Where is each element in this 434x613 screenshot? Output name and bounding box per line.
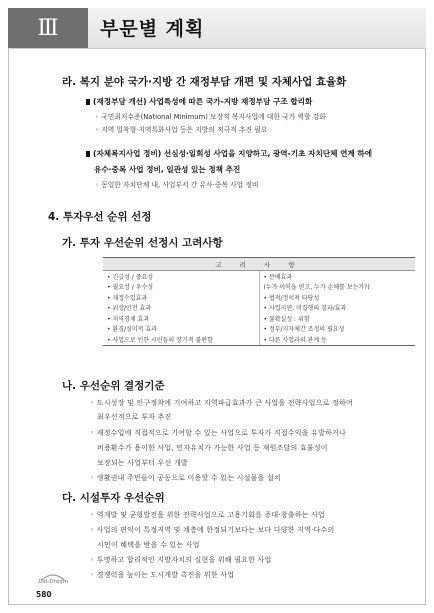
table-cell: • 재정수입효과 <box>103 292 259 303</box>
table-cell: • 사업지연, 미집행의 결과/효과 <box>263 305 347 313</box>
logo-text: Dal-Dream <box>37 579 69 585</box>
section-na-title: 나. 우선순위 결정기준 <box>62 380 165 392</box>
city-logo-icon <box>37 568 69 586</box>
da-line-3: 시민이 혜택을 받을 수 있는 사업 <box>97 541 200 549</box>
table-cell: • 법적/정치적 타당성 <box>263 294 320 302</box>
item-finance-line-1: ◦ 국민최저수준(National Minimum) 보장적 복지사업에 대한 국가 역할 강화 <box>95 113 326 121</box>
section-la-title: 라. 복지 분야 국가·지방 간 재정부담 개편 및 자체사업 효율화 <box>62 76 347 88</box>
chapter-roman-numeral: Ⅲ <box>37 15 59 41</box>
na-line-5: 보장되는 사업부터 우선 개발 <box>97 459 188 467</box>
item-finance-heading-text: (재정부담 개선) 사업특성에 따른 국가-지방 재정부담 구조 합리화 <box>93 97 313 106</box>
item-welfare-heading-2: 유수·중복 사업 정비, 일관성 있는 정책 추진 <box>94 165 241 174</box>
na-line-6: ◦ 생활권내 주민들이 공동으로 이용할 수 있는 시설물을 설치 <box>90 474 281 482</box>
item-welfare-line-1: ◦ 동일한 자치단체 내, 사업부서 간 유사·중복 사업 정비 <box>95 181 259 189</box>
item-finance-heading <box>86 96 312 107</box>
item-finance-line-2: ◦ 지역 밀착형·지역특화사업 등은 지방의 적극적 추진 필요 <box>95 126 268 134</box>
da-line-1: ◦ 역개발 및 균형발전을 위한 전략사업으로 고용기회를 증대·창출하는 사업 <box>90 511 326 519</box>
item-welfare-heading-1 <box>86 148 372 159</box>
table-row <box>103 303 415 314</box>
chapter-number-box <box>8 8 88 48</box>
table-row <box>103 282 415 293</box>
na-line-4: 비용환수가 용이한 사업, 민자유치가 가능한 사업 등 재원조달의 효율성이 <box>97 444 328 452</box>
table-cell: • 불확실성 : 위험 <box>263 315 310 323</box>
na-line-3: ◦ 재정수입에 직접적으로 기여할 수 있는 사업으로 투자가 직접수익을 유발하거나 <box>90 429 346 437</box>
table-cell: • 사업으로 인한 시민들의 장기적 불편함 <box>103 334 259 345</box>
table-header: 고 려 사 항 <box>103 258 415 271</box>
square-bullet-icon <box>86 99 90 105</box>
table-cell: • 다른 사업과의 관계 등 <box>259 334 415 345</box>
da-line-5: ◦ 경쟁력을 높이는 도시개발 촉진을 위한 사업 <box>90 571 235 579</box>
table-row <box>103 292 415 303</box>
table-cell: • 필요성 / 우수성 <box>103 282 259 293</box>
section-da-title: 다. 시설투자 우선순위 <box>62 492 165 504</box>
table-cell: • 분배효과 <box>263 273 293 281</box>
item-welfare-heading-text: (자체복지사업 정비) 선심성·일회성 사업을 지양하고, 광역-기초 자치단체 연계 하에 <box>93 149 373 158</box>
square-bullet-icon <box>86 151 90 157</box>
chapter-title: 부문별 계획 <box>100 18 205 40</box>
table-row <box>103 324 415 335</box>
section-ga-title: 가. 투자 우선순위 선정시 고려사항 <box>62 237 223 249</box>
considerations-table <box>103 257 415 346</box>
da-line-2: ◦ 사업의 편익이 특정지역 및 계층에 한정되기보다는 보다 다양한 지역·다수의 <box>90 526 335 534</box>
da-line-4: ◦ 투명하고 합리적인 지방자치의 실현을 위해 필요한 사업 <box>90 556 272 564</box>
na-line-1: ◦ 도시성장 및 인구정착에 기여하고 지역파급효과가 큰 사업을 전략사업으로 정하여 <box>90 399 353 407</box>
table-cell: • 긴급성 / 중요성 <box>103 271 259 282</box>
table-cell: • 정부/지자체간 조정의 필요성 <box>263 326 345 334</box>
table-cell: (누가 이익을 얻고, 누가 손해를 보는가?) <box>263 284 370 292</box>
table-row <box>103 313 415 324</box>
na-line-2: 최우선적으로 투자 추진 <box>97 413 172 421</box>
table-cell: • 지역경제 효과 <box>103 313 259 324</box>
table-cell: • 환경/심미적 효과 <box>103 324 259 335</box>
section-4-title: 4. 투자우선 순위 선정 <box>48 211 152 223</box>
page-number: 580 <box>36 590 52 599</box>
table-row <box>103 271 415 282</box>
table-cell: • 위상/안전 효과 <box>103 303 259 314</box>
table-row <box>103 334 415 345</box>
